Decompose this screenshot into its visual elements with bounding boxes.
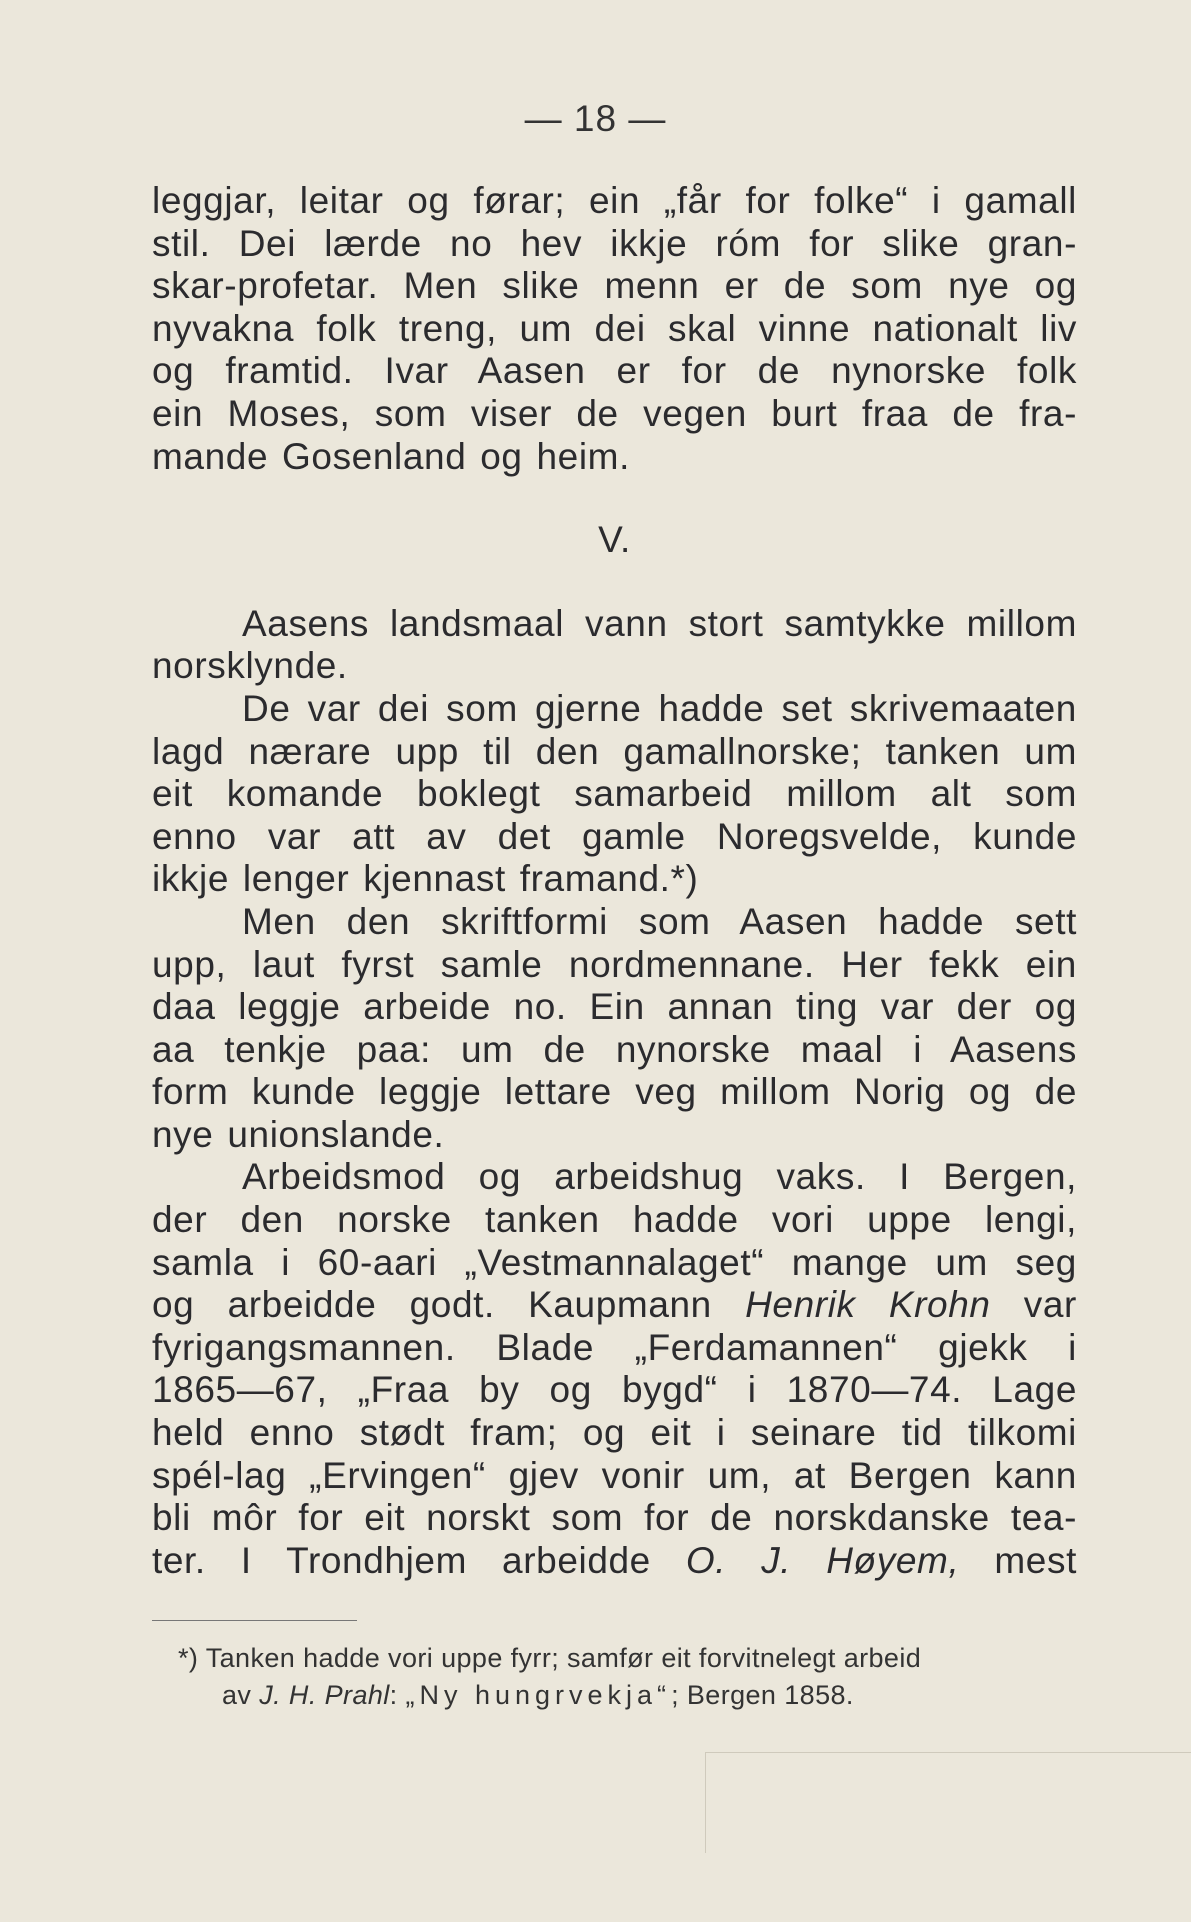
text-segment: ter. I Trondhjem arbeidde [152,1539,651,1581]
text-line: stil. Dei lærde no hev ikkje róm for slike gran- [152,222,1077,264]
text-segment: og arbeidde godt. Kaupmann [152,1284,712,1326]
scan-artifact-frame [705,1752,1191,1853]
text-line: eit komande boklegt samarbeid millom alt som [152,773,1077,815]
italic-name: O. J. Høyem, [685,1539,960,1581]
text-line: held enno stødt fram; og eit i seinare tid tilkomi [152,1412,1077,1454]
text-line: enno var att av det gamle Noregsvelde, kunde [152,815,1077,857]
text-line: skar-profetar. Men slike menn er de som nye og [152,265,1077,307]
text-line: De var dei som gjerne hadde set skrivemaaten [242,687,1077,729]
footnote-author: J. H. Prahl [259,1680,390,1710]
italic-name: Henrik Krohn [745,1284,991,1326]
footnote-line: *) Tanken hadde vori uppe fyrr; samfør eit forvitnelegt arbeid [178,1643,922,1673]
text-segment: var [1023,1284,1077,1326]
text-line: ikkje lenger kjennast framand.*) [152,858,699,900]
text-line: form kunde leggje lettare veg millom Norig og de [152,1071,1077,1113]
text-line: fyrigangsmannen. Blade „Ferdamannen“ gjekk i [152,1326,1077,1368]
text-line: og framtid. Ivar Aasen er for de nynorske folk [152,350,1077,392]
text-line: norsklynde. [152,645,348,687]
text-line: bli môr for eit norskt som for de norskdanske tea- [152,1497,1077,1539]
section-heading: V. [598,519,631,561]
footnote-line [178,1677,1068,1714]
footnote-text: av [222,1680,252,1710]
text-line: aa tenkje paa: um de nynorske maal i Aasens [152,1028,1077,1070]
text-line: spél-lag „Ervingen“ gjev vonir um, at Bergen kann [152,1454,1077,1496]
text-line: nye unionslande. [152,1113,445,1155]
body-text [152,180,1077,1582]
footnote-text: : [389,1680,398,1710]
text-line: mande Gosenland og heim. [152,435,630,477]
text-line [152,1284,1077,1327]
footnote-divider [152,1620,357,1621]
text-line: Aasens landsmaal vann stort samtykke millom [242,602,1077,644]
text-segment: mest [994,1539,1077,1581]
text-line: Men den skriftformi som Aasen hadde sett [242,900,1077,942]
text-line: leggjar, leitar og førar; ein „får for folke“ i gamall [152,180,1077,221]
text-line: ein Moses, som viser de vegen burt fraa de fra- [152,392,1077,434]
text-line: samla i 60-aari „Vestmannalaget“ mange um seg [152,1241,1077,1283]
text-line: lagd nærare upp til den gamallnorske; tanken um [152,730,1077,772]
footnote-text: ; Bergen 1858. [671,1680,854,1710]
text-line: der den norske tanken hadde vori uppe lengi, [152,1199,1077,1241]
text-line: nyvakna folk treng, um dei skal vinne nationalt liv [152,307,1077,349]
footnote [178,1640,1068,1714]
text-line: 1865—67, „Fraa by og bygd“ i 1870—74. Lage [152,1369,1077,1411]
text-line: daa leggje arbeide no. Ein annan ting var der og [152,986,1077,1028]
footnote-title: „Ny hungrvekja“ [405,1680,672,1710]
text-line: upp, laut fyrst samle nordmennane. Her fekk ein [152,943,1077,985]
text-line [152,1540,1077,1583]
text-line: Arbeidsmod og arbeidshug vaks. I Bergen, [242,1156,1077,1198]
page-number: — 18 — [524,98,667,139]
